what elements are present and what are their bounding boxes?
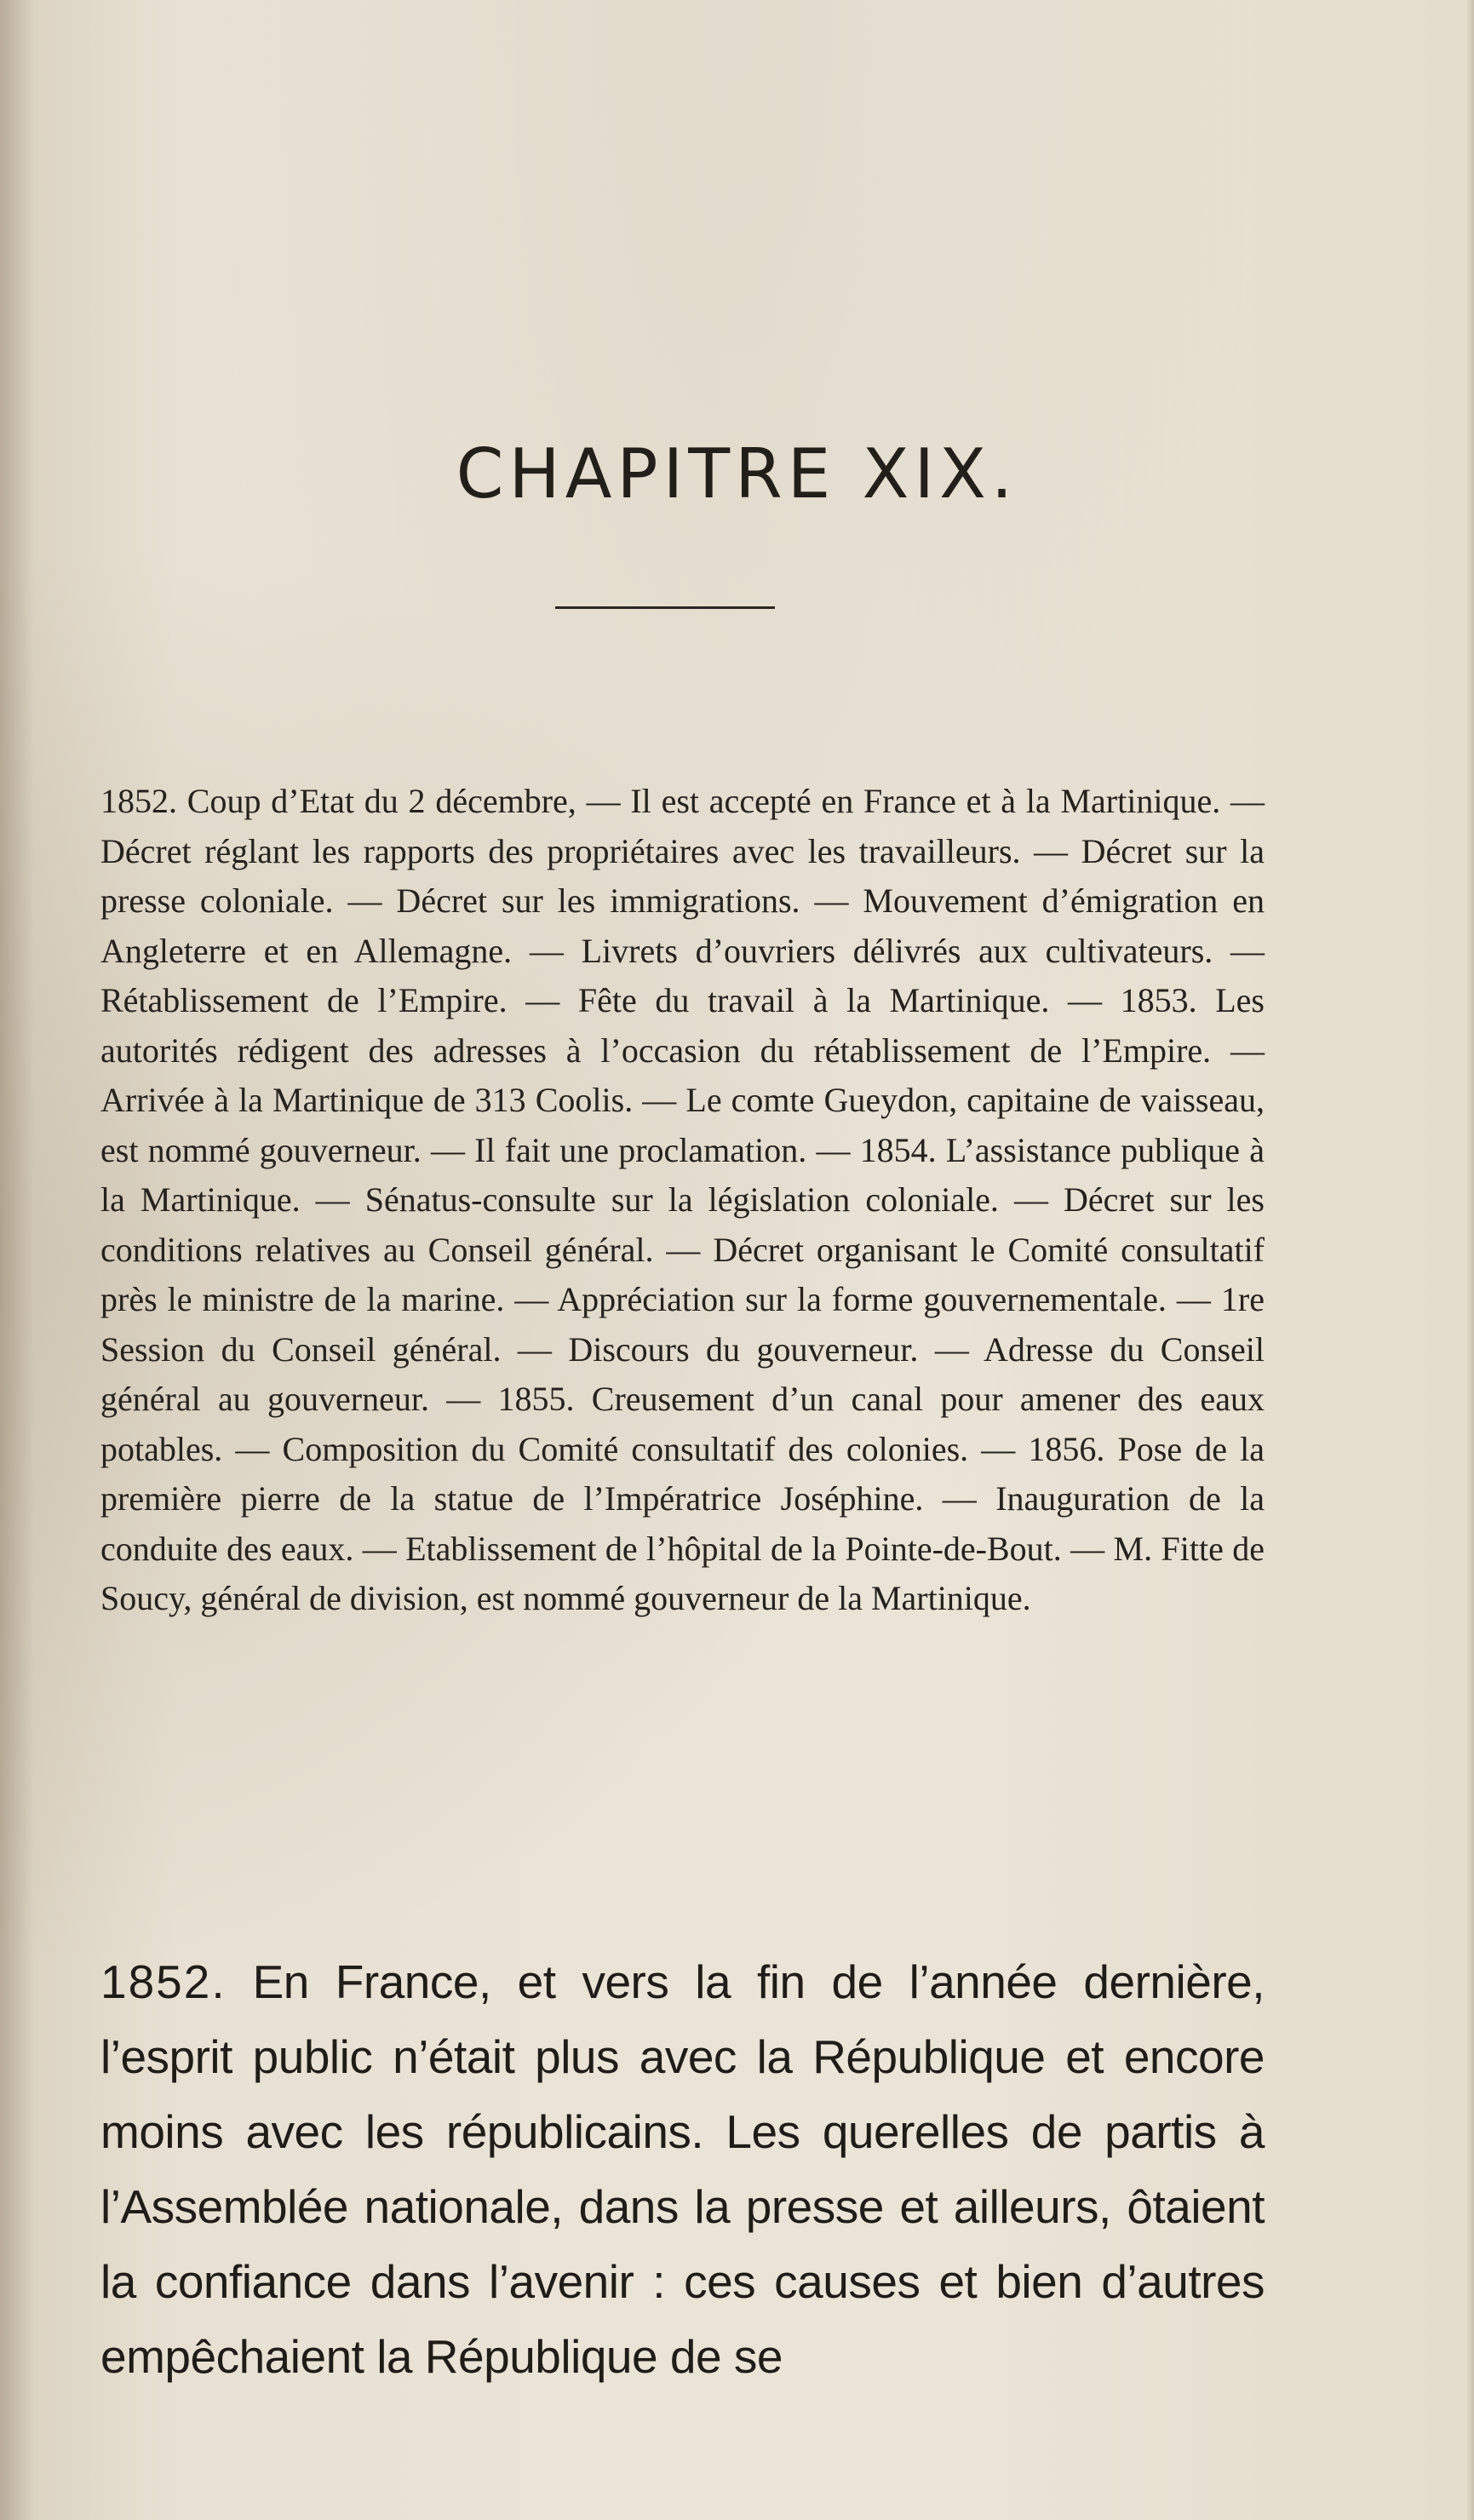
chapter-summary: 1852. Coup d’Etat du 2 décembre, — Il est accepté en France et à la Martinique. — Décret réglant les rapports des propriétaires avec les travailleurs. — Décret sur la presse coloniale. — Décret sur les immigrations. — Mouvement d’émigration en Angleterre et en Allemagne. — Livrets d’ouvriers délivrés aux cultivateurs. — Rétablissement de l’Empire. — Fête du travail à la Martinique. — 1853. Les autorités rédigent des adresses à l’occasion du rétablissement de l’Empire. — Arrivée à la Martinique de 313 Coolis. — Le comte Gueydon, capitaine de vaisseau, est nommé gouverneur. — Il fait une proclamation. — 1854. L’assistance publique à la Martinique. — Sénatus-consulte sur la législation coloniale. — Décret sur les conditions relatives au Conseil général. — Décret organisant le Comité consultatif près le ministre de la marine. — Appréciation sur la forme gouvernementale. — 1re Session du Conseil général. — Discours du gouverneur. — Adresse du Conseil général au gouverneur. — 1855. Creusement d’un canal pour amener des eaux potables. — Composition du Comité consultatif des colonies. — 1856. Pose de la première pierre de la statue de l’Impératrice Joséphine. — Inauguration de la conduite des eaux. — Etablissement de l’hôpital de la Pointe-de-Bout. — M. Fitte de Soucy, général de division, est nommé gouverneur de la Martinique. <box>100 782 1265 1617</box>
body-paragraph <box>100 1944 1265 2394</box>
title-divider <box>555 606 775 609</box>
page-edge-shadow <box>0 0 34 2520</box>
body-year: 1852. <box>100 1955 227 2008</box>
page-gutter <box>1466 0 1474 2520</box>
body-paragraph-text: En France, et vers la fin de l’année dernière, l’esprit public n’était plus avec la République et encore moins avec les républicains. Les querelles de partis à l’Assemblée nationale, dans la presse et ailleurs, ôtaient la confiance dans l’avenir : ces causes et bien d’autres empêchaient la République de se <box>100 1955 1265 2383</box>
chapter-title: CHAPITRE XIX. <box>456 434 1018 514</box>
